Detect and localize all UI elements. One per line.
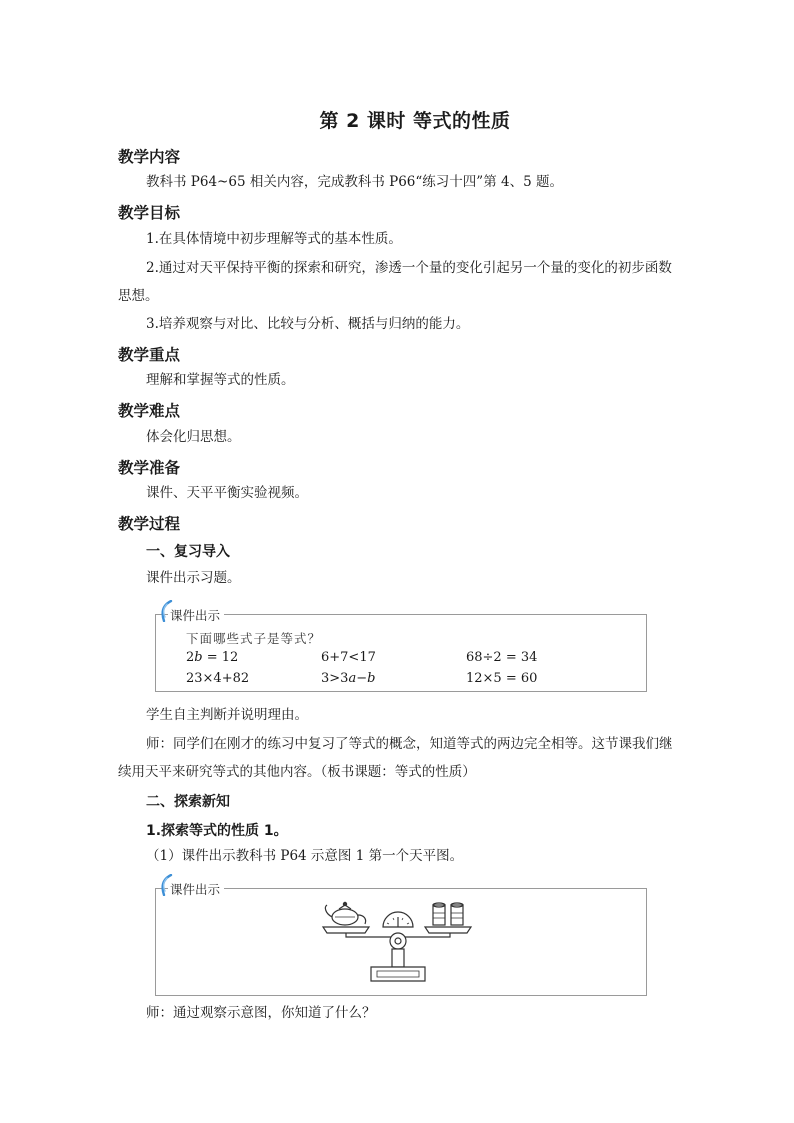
box-tab [168, 880, 224, 898]
expr-2: 6+7<17 [321, 650, 376, 665]
heading-difficulty: 教学难点 [118, 402, 181, 420]
box-tab [168, 606, 224, 624]
box-question: 下面哪些式子是等式？ [186, 631, 322, 646]
heading-content: 教学内容 [118, 148, 181, 166]
content-text: 教科书 P64~65 相关内容，完成教科书 P66“练习十四”第 4、5 题。 [146, 174, 563, 190]
expr-4: 23×4+82 [186, 671, 250, 686]
expr-5: 3>3a−b [321, 671, 376, 686]
swoosh-icon [158, 874, 174, 896]
heading-goals: 教学目标 [118, 204, 181, 222]
box-tab-label: 课件出示 [170, 882, 221, 897]
key-text: 理解和掌握等式的性质。 [146, 372, 295, 388]
goal-1: 1.在具体情境中初步理解等式的基本性质。 [146, 231, 402, 247]
exercise-box [155, 608, 647, 692]
goal-2: 2.通过对天平保持平衡的探索和研究，渗透一个量的变化引起另一个量的变化的初步函数思想。 [118, 260, 672, 304]
swoosh-icon [158, 600, 174, 622]
difficulty-text: 体会化归思想。 [146, 429, 241, 445]
part1-after: 学生自主判断并说明理由。 [146, 707, 308, 723]
part2-step: （1）课件出示教科书 P64 示意图 1 第一个天平图。 [146, 848, 464, 864]
part2-teacher: 师：通过观察示意图，你知道了什么？ [146, 1005, 376, 1021]
part1-heading: 一、复习导入 [146, 544, 230, 560]
prep-text: 课件、天平平衡实验视频。 [146, 485, 308, 501]
heading-key: 教学重点 [118, 346, 181, 364]
heading-prep: 教学准备 [118, 459, 181, 477]
expr-6: 12×5 = 60 [466, 671, 538, 686]
expr-3: 68÷2 = 34 [466, 650, 538, 665]
part1-intro: 课件出示习题。 [146, 570, 241, 586]
heading-process: 教学过程 [118, 515, 181, 533]
balance-box [155, 882, 647, 996]
page-title: 第 2 课时 等式的性质 [319, 110, 511, 132]
balance-scale-icon [321, 897, 481, 989]
part1-teacher: 师：同学们在刚才的练习中复习了等式的概念，知道等式的两边完全相等。这节课我们继续用天平来研究等式的其他内容。（板书课题：等式的性质） [118, 736, 673, 780]
goal-3: 3.培养观察与对比、比较与分析、概括与归纳的能力。 [146, 316, 470, 332]
expr-1: 2b = 12 [186, 650, 239, 665]
box-tab-label: 课件出示 [170, 608, 221, 623]
part2-sub: 1.探索等式的性质 1。 [146, 823, 288, 839]
part2-heading: 二、探索新知 [146, 794, 230, 810]
